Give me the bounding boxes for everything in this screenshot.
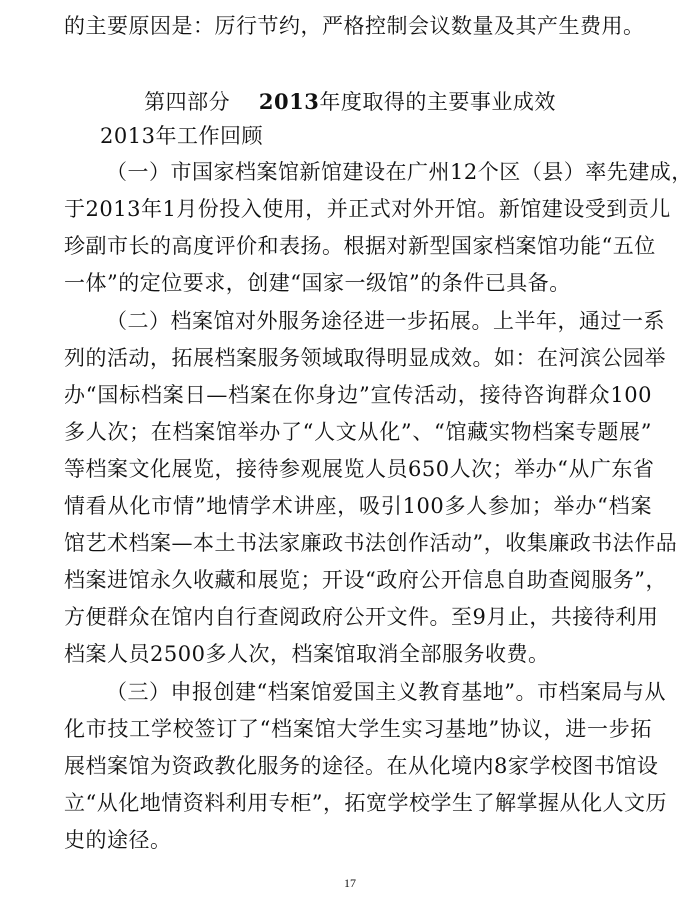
section-heading-year: 2013 xyxy=(258,89,320,114)
paragraph-3-line-4: 立“从化地情资料利用专柜”，拓宽学校学生了解掌握从化人文历 xyxy=(64,791,667,815)
paragraph-3-line-5: 史的途径。 xyxy=(64,828,172,852)
paragraph-2-line-1: （二）档案馆对外服务途径进一步拓展。上半年，通过一系 xyxy=(106,309,665,333)
paragraph-2-line-3: 办“国标档案日—档案在你身边”宣传活动，接待咨询群众100 xyxy=(64,383,652,407)
paragraph-2-line-4: 多人次；在档案馆举办了“人文从化”、“馆藏实物档案专题展” xyxy=(64,420,652,444)
paragraph-2-line-6: 情看从化市情”地情学术讲座，吸引100多人参加；举办“档案 xyxy=(64,494,652,518)
section-heading xyxy=(0,88,700,116)
paragraph-2-line-10: 档案人员2500多人次，档案馆取消全部服务收费。 xyxy=(64,642,550,666)
paragraph-2-line-7: 馆艺术档案—本土书法家廉政书法创作活动”，收集廉政书法作品 xyxy=(64,531,678,555)
text-line: 的主要原因是：厉行节约，严格控制会议数量及其产生费用。 xyxy=(64,14,645,38)
paragraph-2-line-8: 档案进馆永久收藏和展览；开设“政府公开信息自助查阅服务”， xyxy=(64,568,667,592)
page-number: 17 xyxy=(344,876,356,890)
section-heading-suffix: 年度取得的主要事业成效 xyxy=(319,90,556,114)
section-heading-prefix: 第四部分 xyxy=(144,90,231,114)
paragraph-1-line-4: 一体”的定位要求，创建“国家一级馆”的条件已具备。 xyxy=(64,271,571,295)
paragraph-3-line-1: （三）申报创建“档案馆爱国主义教育基地”。市档案局与从 xyxy=(106,680,666,704)
paragraph-1-line-2: 于2013年1月份投入使用，并正式对外开馆。新馆建设受到贡儿 xyxy=(64,197,671,221)
paragraph-3-line-3: 展档案馆为资政教化服务的途径。在从化境内8家学校图书馆设 xyxy=(64,754,659,778)
paragraph-2-line-9: 方便群众在馆内自行查阅政府公开文件。至9月止，共接待利用 xyxy=(64,605,659,629)
paragraph-2-line-5: 等档案文化展览，接待参观展览人员650人次；举办“从广东省 xyxy=(64,457,655,481)
paragraph-1-line-3: 珍副市长的高度评价和表扬。根据对新型国家档案馆功能“五位 xyxy=(64,234,656,258)
paragraph-2-line-2: 列的活动，拓展档案服务领域取得明显成效。如：在河滨公园举 xyxy=(64,346,666,370)
subheading: 2013年工作回顾 xyxy=(100,124,263,148)
paragraph-1-line-1: （一）市国家档案馆新馆建设在广州12个区（县）率先建成， xyxy=(106,160,693,184)
paragraph-3-line-2: 化市技工学校签订了“档案馆大学生实习基地”协议，进一步拓 xyxy=(64,717,652,741)
